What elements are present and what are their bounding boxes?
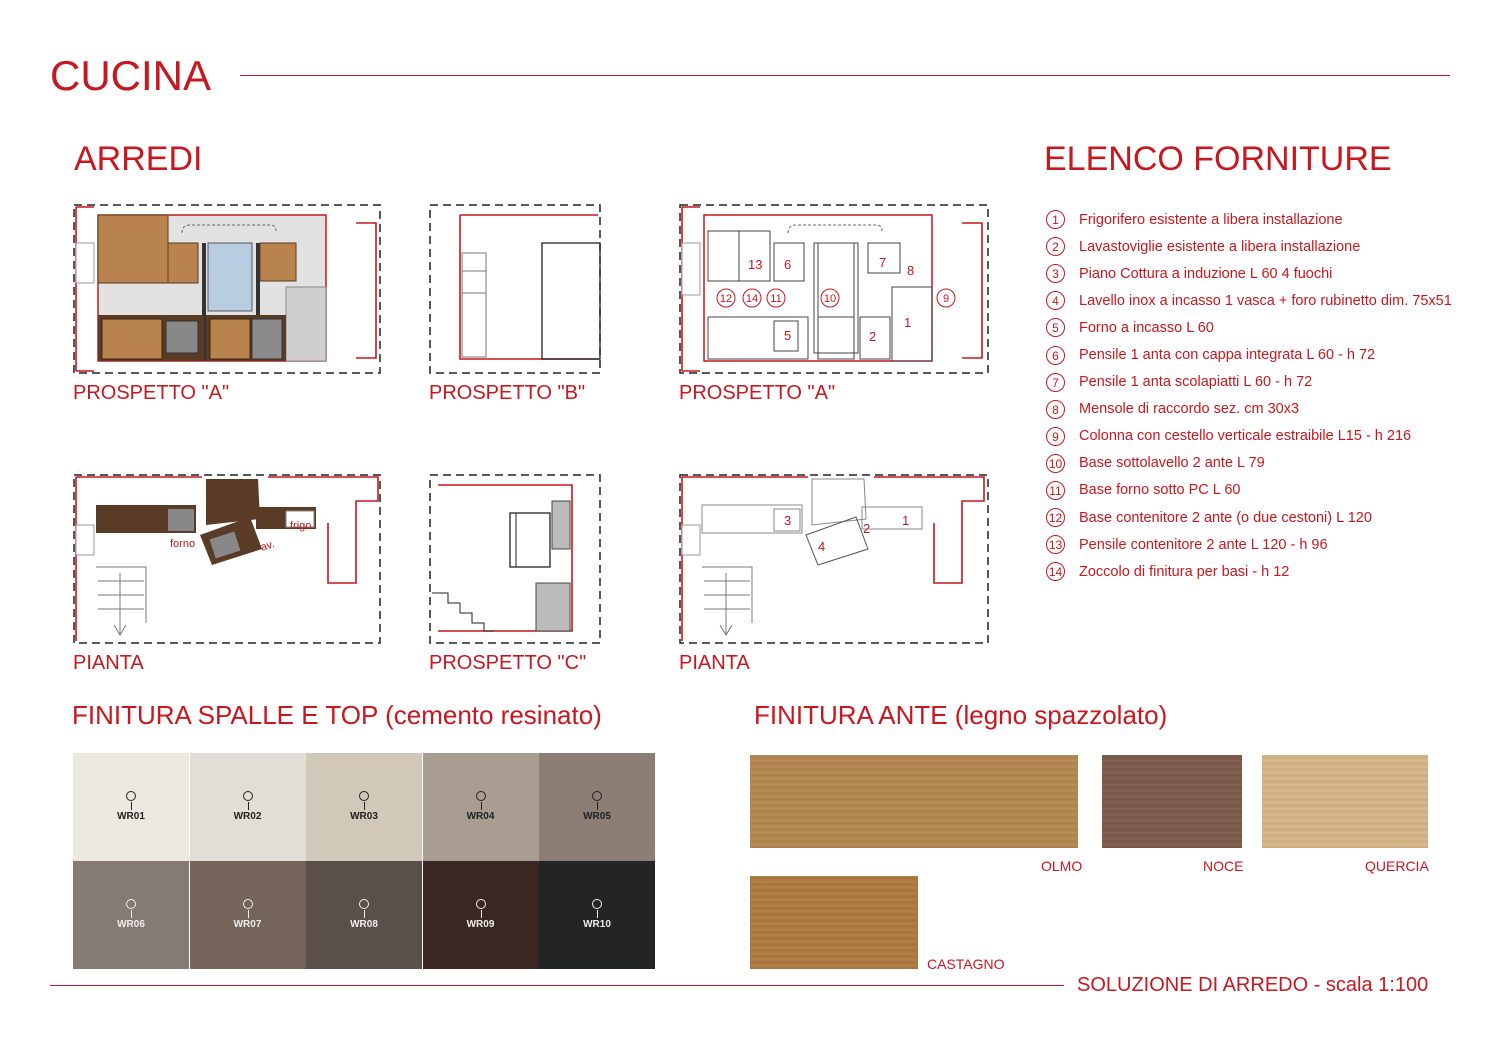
swatch-code: WR06 (117, 919, 145, 930)
elev-num: 8 (907, 263, 915, 278)
item-number: 5 (1046, 318, 1065, 337)
prospetto-a-colored-drawing (72, 203, 384, 376)
elenco-forniture-list (1046, 206, 1486, 585)
item-text: Zoccolo di finitura per basi - h 12 (1079, 563, 1290, 580)
elev-num: 13 (748, 257, 763, 272)
swatch-tile[interactable] (539, 753, 655, 861)
list-item (1046, 287, 1486, 314)
elev-num: 11 (770, 293, 782, 305)
elev-num: 9 (942, 293, 950, 305)
swatch-code: WR10 (583, 919, 611, 930)
list-item (1046, 396, 1486, 423)
plan-num: 3 (784, 513, 792, 528)
item-text: Pensile 1 anta con cappa integrata L 60 - h 72 (1079, 347, 1376, 364)
prospetto-a-numbered-drawing (678, 203, 990, 376)
item-number: 3 (1046, 264, 1065, 283)
item-text: Colonna con cestello verticale estraibile L15 - h 216 (1079, 428, 1412, 445)
swatch-tile[interactable] (539, 861, 655, 969)
elev-num: 6 (784, 257, 792, 272)
elev-num: 14 (745, 293, 759, 305)
wood-label-castagno: CASTAGNO (927, 956, 1005, 972)
elev-num: 10 (823, 293, 837, 305)
view-label-prospetto-a: PROSPETTO "A" (73, 382, 230, 404)
view-label-prospetto-a-2: PROSPETTO "A" (679, 382, 836, 404)
list-item (1046, 341, 1486, 368)
list-item (1046, 233, 1486, 260)
swatch-tile[interactable] (73, 753, 189, 861)
swatch-code: WR03 (350, 811, 378, 822)
footer-scale-note: SOLUZIONE DI ARREDO - scala 1:100 (1077, 974, 1429, 996)
item-text: Base forno sotto PC L 60 (1079, 482, 1241, 499)
elev-num: 7 (879, 255, 887, 270)
list-item (1046, 504, 1486, 531)
wood-label-olmo: OLMO (1041, 858, 1083, 874)
item-text: Base contenitore 2 ante (o due cestoni) L 120 (1079, 509, 1372, 526)
swatch-code: WR02 (233, 811, 262, 822)
pianta-numbered-drawing (678, 473, 990, 646)
swatch-tile[interactable] (73, 861, 189, 969)
wood-swatch-castagno[interactable] (750, 876, 918, 969)
view-label-prospetto-b: PROSPETTO "B" (429, 382, 586, 404)
swatch-code: WR09 (466, 919, 495, 930)
wood-label-noce: NOCE (1203, 858, 1244, 874)
elenco-title: ELENCO FORNITURE (1044, 140, 1392, 178)
view-label-prospetto-c: PROSPETTO "C" (429, 652, 587, 674)
item-text: Frigorifero esistente a libera installazione (1079, 211, 1343, 228)
view-label-pianta-2: PIANTA (679, 652, 750, 674)
swatch-code: WR07 (233, 919, 262, 930)
wood-swatch-quercia[interactable] (1262, 755, 1428, 848)
prospetto-b-drawing (428, 203, 602, 376)
swatch-code: WR08 (350, 919, 378, 930)
item-number: 11 (1046, 481, 1065, 500)
swatch-code: WR04 (466, 811, 495, 822)
list-item (1046, 369, 1486, 396)
elev-num: 5 (784, 328, 792, 343)
item-number: 13 (1046, 535, 1065, 554)
item-text: Pensile 1 anta scolapiatti L 60 - h 72 (1079, 374, 1313, 391)
item-number: 12 (1046, 508, 1065, 527)
item-text: Base sottolavello 2 ante L 79 (1079, 455, 1265, 472)
list-item (1046, 450, 1486, 477)
wood-swatch-noce[interactable] (1102, 755, 1242, 848)
list-item (1046, 206, 1486, 233)
item-text: Piano Cottura a induzione L 60 4 fuochi (1079, 265, 1333, 282)
view-label-pianta: PIANTA (73, 652, 144, 674)
plan-label-forno: forno (170, 538, 196, 550)
list-item (1046, 423, 1486, 450)
swatch-code: WR01 (117, 811, 145, 822)
prospetto-c-drawing (428, 473, 602, 646)
item-number: 6 (1046, 346, 1065, 365)
item-number: 7 (1046, 373, 1065, 392)
plan-num: 1 (902, 513, 910, 528)
item-text: Mensole di raccordo sez. cm 30x3 (1079, 401, 1300, 418)
list-item (1046, 314, 1486, 341)
list-item (1046, 558, 1486, 585)
swatch-tile[interactable] (423, 753, 539, 861)
wood-label-quercia: QUERCIA (1365, 858, 1429, 874)
item-text: Forno a incasso L 60 (1079, 319, 1214, 336)
swatch-tile[interactable] (423, 861, 539, 969)
plan-label-av: av. (259, 538, 277, 554)
elev-num: 1 (904, 315, 912, 330)
item-number: 8 (1046, 400, 1065, 419)
item-text: Lavastoviglie esistente a libera installazione (1079, 238, 1361, 255)
plan-num: 2 (863, 521, 871, 536)
list-item (1046, 531, 1486, 558)
swatch-tile[interactable] (190, 753, 306, 861)
footer-rule (50, 985, 1064, 986)
plan-num: 4 (818, 539, 826, 554)
elev-num: 2 (869, 329, 877, 344)
item-number: 9 (1046, 427, 1065, 446)
item-number: 10 (1046, 454, 1065, 473)
swatch-tile[interactable] (306, 861, 422, 969)
item-number: 1 (1046, 210, 1065, 229)
header-rule (240, 75, 1450, 76)
item-text: Pensile contenitore 2 ante L 120 - h 96 (1079, 536, 1328, 553)
elev-num: 12 (719, 293, 733, 305)
swatch-tile[interactable] (306, 753, 422, 861)
list-item (1046, 477, 1486, 504)
finitura-spalle-title: FINITURA SPALLE E TOP (cemento resinato) (72, 700, 602, 730)
swatch-tile[interactable] (190, 861, 306, 969)
arredi-title: ARREDI (74, 140, 203, 178)
wood-swatch-olmo[interactable] (750, 755, 1078, 848)
list-item (1046, 260, 1486, 287)
item-number: 4 (1046, 291, 1065, 310)
pianta-colored-drawing (72, 473, 384, 646)
item-number: 2 (1046, 237, 1065, 256)
swatch-code: WR05 (583, 811, 611, 822)
page-title: CUCINA (50, 52, 212, 99)
finitura-ante-title: FINITURA ANTE (legno spazzolato) (754, 700, 1168, 730)
plan-label-frigo: frigo (290, 520, 312, 532)
item-text: Lavello inox a incasso 1 vasca + foro rubinetto dim. 75x51 (1079, 292, 1452, 309)
item-number: 14 (1046, 562, 1065, 581)
